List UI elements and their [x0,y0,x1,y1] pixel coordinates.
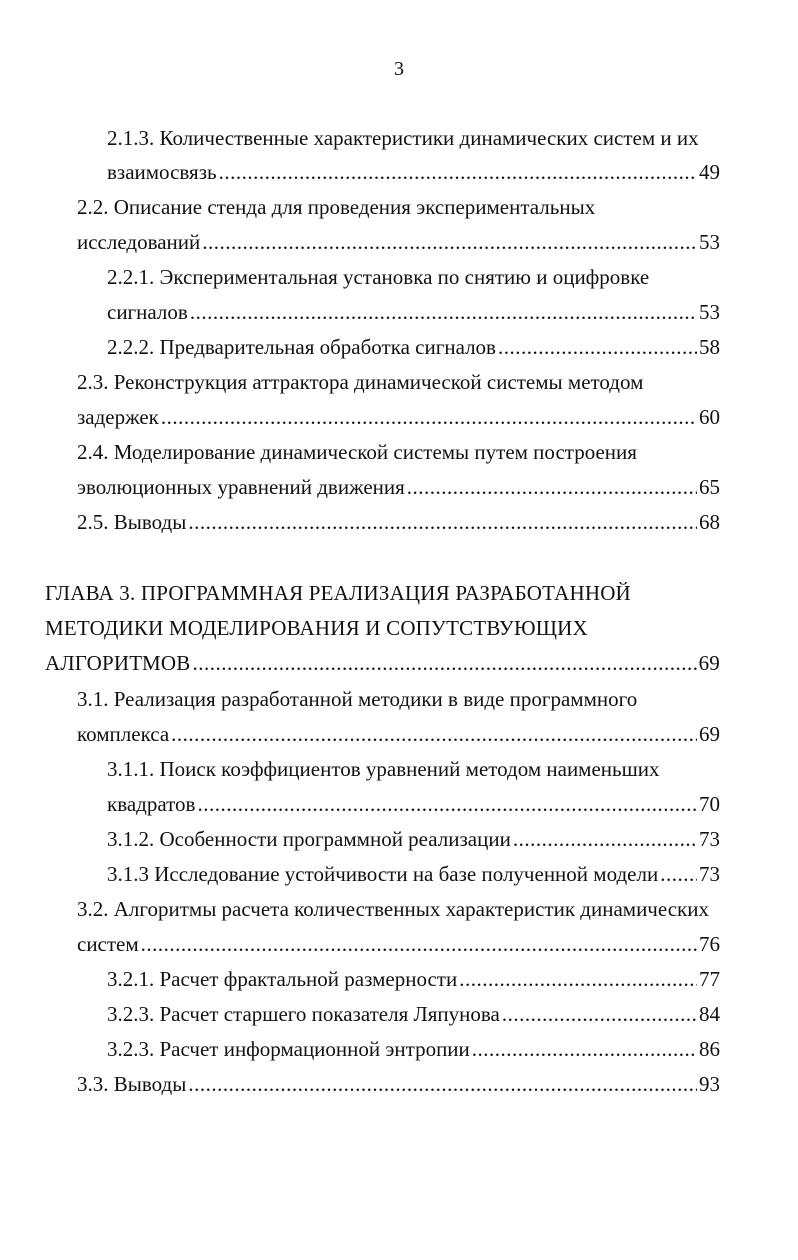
toc-text: комплекса [77,722,170,746]
toc-text: 2.2.2. Предварительная обработка сигналов [107,335,496,359]
dot-leader [188,506,697,538]
toc-text: 2.2.1. Экспериментальная установка по снятию и оцифровке [107,265,650,289]
dot-leader [161,401,697,433]
toc-page-number: 65 [699,475,720,499]
toc-line [107,998,720,1030]
toc-page-number: 68 [699,510,720,534]
toc-text: 2.4. Моделирование динамической системы путем построения [77,440,637,464]
toc-line [77,506,720,538]
dot-leader [171,718,697,750]
toc-text: 3.2. Алгоритмы расчета количественных характеристик динамических [77,897,709,921]
toc-text: ГЛАВА 3. ПРОГРАММНАЯ РЕАЛИЗАЦИЯ РАЗРАБОТАННОЙ [45,581,631,605]
toc-text: 2.1.3. Количественные характеристики динамических систем и их [107,126,699,150]
toc-line [107,788,720,820]
dot-leader [407,471,697,503]
toc-line [107,296,720,328]
toc-page-number: 53 [699,230,720,254]
toc-line [107,156,720,188]
toc-text: задержек [77,405,159,429]
toc-line [107,858,720,890]
toc-page-number: 77 [699,967,720,991]
toc-page-number: 70 [699,792,720,816]
toc-text: 3.1.3 Исследование устойчивости на базе полученной модели [107,862,659,886]
toc-page-number: 73 [699,827,720,851]
toc-text: 3.1. Реализация разработанной методики в виде программного [77,687,638,711]
toc-line [77,1068,720,1100]
toc-line [77,471,720,503]
toc-text: 2.3. Реконструкция аттрактора динамической системы методом [77,370,644,394]
page-number: 3 [394,58,404,80]
chapter-heading-line [45,647,720,679]
dot-leader [498,331,697,363]
toc-text: МЕТОДИКИ МОДЕЛИРОВАНИЯ И СОПУТСТВУЮЩИХ [45,616,588,640]
toc-text: 2.5. Выводы [77,510,187,534]
dot-leader [472,1033,697,1065]
toc-line [77,928,720,960]
toc-text: 2.2. Описание стенда для проведения экспериментальных [77,195,596,219]
toc-text: 3.3. Выводы [77,1072,187,1096]
dot-leader [141,928,697,960]
toc-line [77,366,643,398]
dot-leader [190,296,697,328]
toc-text: 3.2.3. Расчет старшего показателя Ляпунова [107,1002,500,1026]
toc-line [107,331,720,363]
dot-leader [513,823,697,855]
toc-text: взаимосвязь [107,160,217,184]
dot-leader [188,1068,697,1100]
dot-leader [502,998,697,1030]
toc-line [77,226,720,258]
toc-text: исследований [77,230,201,254]
dot-leader [202,226,697,258]
toc-page-number: 93 [699,1072,720,1096]
toc-page-number: 60 [699,405,720,429]
toc-text: 3.1.2. Особенности программной реализации [107,827,511,851]
toc-text: сигналов [107,300,188,324]
toc-line [77,436,637,468]
toc-page-number: 84 [699,1002,720,1026]
toc-line [107,1033,720,1065]
toc-line [107,823,720,855]
toc-line [107,753,660,785]
toc-text: систем [77,932,139,956]
toc-page-number: 69 [698,651,720,675]
toc-text: 3.2.1. Расчет фрактальной размерности [107,967,458,991]
toc-line [77,683,637,715]
dot-leader [197,788,697,820]
toc-line [77,401,720,433]
toc-line [77,191,595,223]
toc-text: АЛГОРИТМОВ [45,651,191,675]
toc-text: квадратов [107,792,196,816]
dot-leader [459,963,697,995]
toc-page-number: 58 [699,335,720,359]
toc-page-number: 53 [699,300,720,324]
dot-leader [219,156,697,188]
toc-line [107,122,699,154]
toc-text: 3.2.3. Расчет информационной энтропии [107,1037,470,1061]
toc-page-number: 69 [699,722,720,746]
chapter-heading-line [45,577,631,609]
toc-text: 3.1.1. Поиск коэффициентов уравнений методом наименьших [107,757,660,781]
toc-line [107,261,649,293]
toc-line [107,963,720,995]
toc-page-number: 73 [699,862,720,886]
dot-leader [192,647,696,679]
toc-page-number: 76 [699,932,720,956]
chapter-heading-line [45,612,588,644]
dot-leader [660,858,697,890]
toc-page-number: 49 [699,160,720,184]
toc-text: эволюционных уравнений движения [77,475,405,499]
toc-page-number: 86 [699,1037,720,1061]
toc-line [77,893,709,925]
toc-line [77,718,720,750]
